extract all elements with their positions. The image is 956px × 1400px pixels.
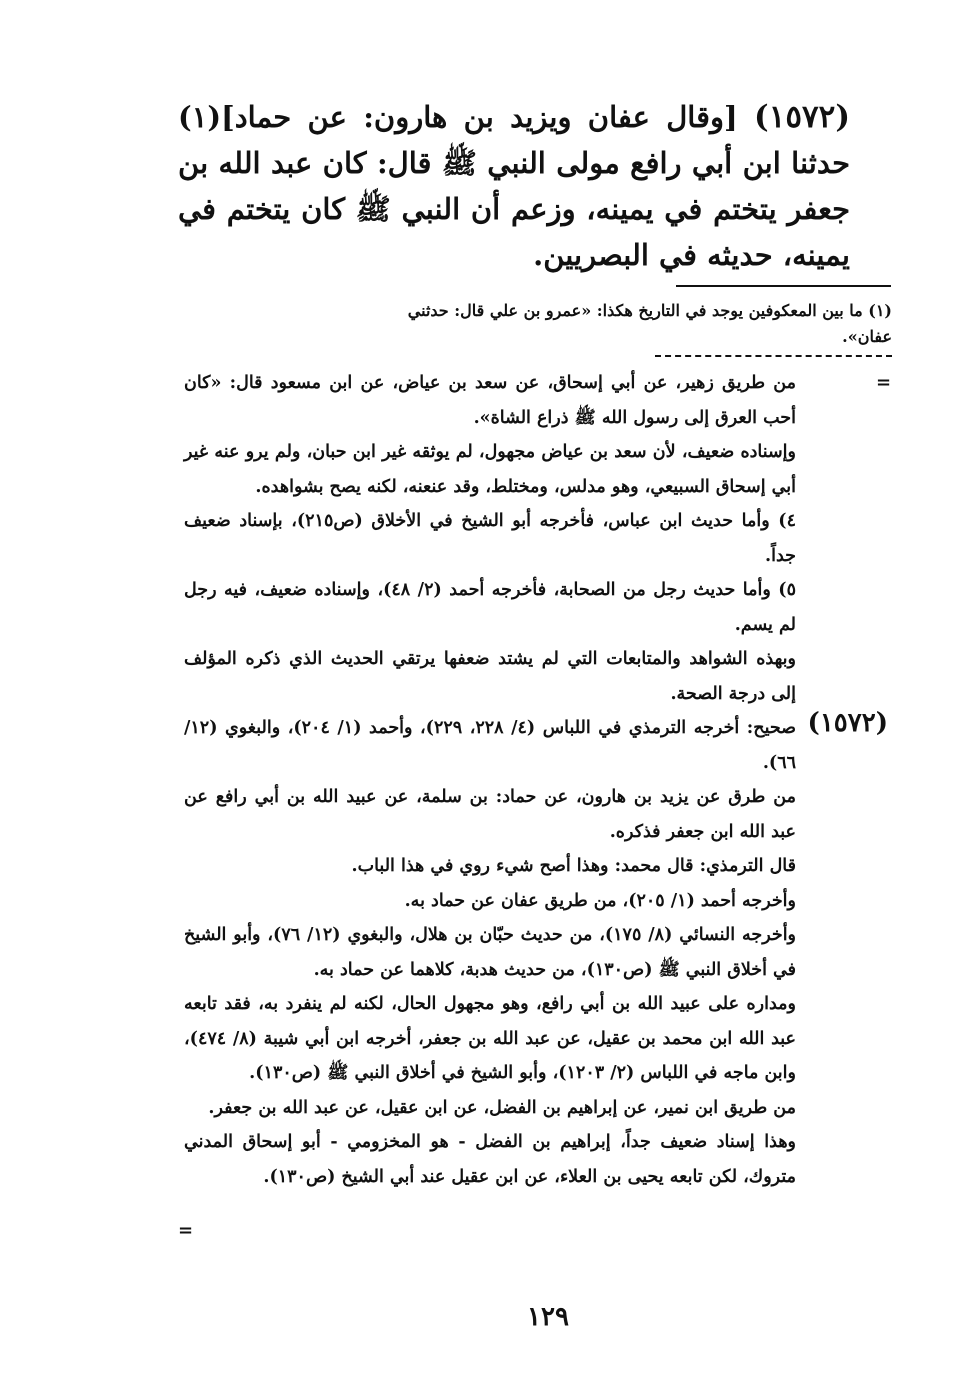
commentary-paragraph: وأخرجه أحمد (١/ ٢٠٥)، من طريق عفان عن حماد به. <box>404 890 796 911</box>
footnote-separator <box>676 285 891 287</box>
page-number: ١٢٩ <box>527 1302 569 1332</box>
main-hadith-text <box>178 94 850 278</box>
footnote-1: (١) ما بين المعكوفين يوجد في التاريخ هكذا: «عمرو بن علي قال: حدثني عفان». <box>407 301 892 346</box>
hadith-number: (١٥٧٢) <box>754 99 850 135</box>
commentary-paragraph: ومداره على عبيد الله بن أبي رافع، وهو مجهول الحال، لكنه لم ينفرد به، فقد تابعه عبد الله ابن محمد بن عقيل، عن عبد الله بن جعفر، أخرجه ابن أبي شيبة (٨/ ٤٧٤)، وابن ماجه في اللباس (٢/ ١٢٠٣)، وأبو الشيخ في أخلاق النبي ﷺ (ص١٣٠). <box>184 994 797 1083</box>
commentary-paragraph: وبهذه الشواهد والمتابعات التي لم يشتد ضعفها يرتقي الحديث الذي ذكره المؤلف إلى درجة الصحة. <box>184 649 796 704</box>
commentary-paragraph: ٤) وأما حديث ابن عباس، فأخرجه أبو الشيخ في الأخلاق (ص٢١٥)، بإسناد ضعيف جداً. <box>184 511 796 566</box>
commentary-paragraph: وإسناده ضعيف، لأن سعد بن عياض مجهول، لم يوثقه غير ابن حبان، ولم يرو عنه غير أبي إسحاق السبيعي، وهو مدلس، ومختلط، وقد عنعنه، لكنه يصح بشواهده. <box>184 442 796 497</box>
commentary-paragraph: من طريق ابن نمير، عن إبراهيم بن الفضل، عن ابن عقيل، عن عبد الله بن جعفر. <box>208 1097 796 1118</box>
commentary-paragraph: من طريق زهير، عن أبي إسحاق، عن سعد بن عياض، عن ابن مسعود قال: «كان أحب العرق إلى رسول الله ﷺ ذراع الشاة». <box>184 373 796 428</box>
commentary-separator <box>655 355 892 357</box>
continued-mark: = <box>876 372 892 393</box>
commentary-block <box>184 366 796 1194</box>
commentary-paragraph: وهذا إسناد ضعيف جداً، إبراهيم بن الفضل - هو المخزومي - أبو إسحاق المدني متروك، لكن تابعه يحيى بن العلاء، عن ابن عقيل عند أبي الشيخ (ص١٣٠). <box>184 1132 796 1187</box>
hadith-body: [وقال عفان ويزيد بن هارون: عن حماد](١) حدثنا ابن أبي رافع مولى النبي ﷺ قال: كان عبد الله بن جعفر يتختم في يمينه، وزعم أن النبي ﷺ كان يتختم في يمينه، حديثه في البصريين. <box>178 100 850 272</box>
commentary-paragraph: قال الترمذي: قال محمد: وهذا أصح شيء روي في هذا الباب. <box>351 856 796 876</box>
commentary-paragraph: صحيح: أخرجه الترمذي في اللباس (٤/ ٢٢٨، ٢٢٩)، وأحمد (١/ ٢٠٤)، والبغوي (١٢/ ٦٦). <box>184 718 797 773</box>
commentary-paragraph: وأخرجه النسائي (٨/ ١٧٥)، من حديث حبّان بن هلال، والبغوي (١٢/ ٧٦)، وأبو الشيخ في أخلاق النبي ﷺ (ص١٣٠)، من حديث هدبة، كلاهما عن حماد به. <box>184 925 797 980</box>
commentary-hadith-number: (١٥٧٢) <box>807 708 888 738</box>
commentary-paragraph: من طرق عن يزيد بن هارون، عن حماد: بن سلمة، عن عبيد الله بن أبي رافع عن عبد الله ابن جعفر فذكره. <box>184 787 796 842</box>
end-mark: = <box>178 1220 194 1241</box>
commentary-paragraph: ٥) وأما حديث رجل من الصحابة، فأخرجه أحمد (٢/ ٤٨)، وإسناده ضعيف، فيه رجل لم يسم. <box>184 580 796 635</box>
